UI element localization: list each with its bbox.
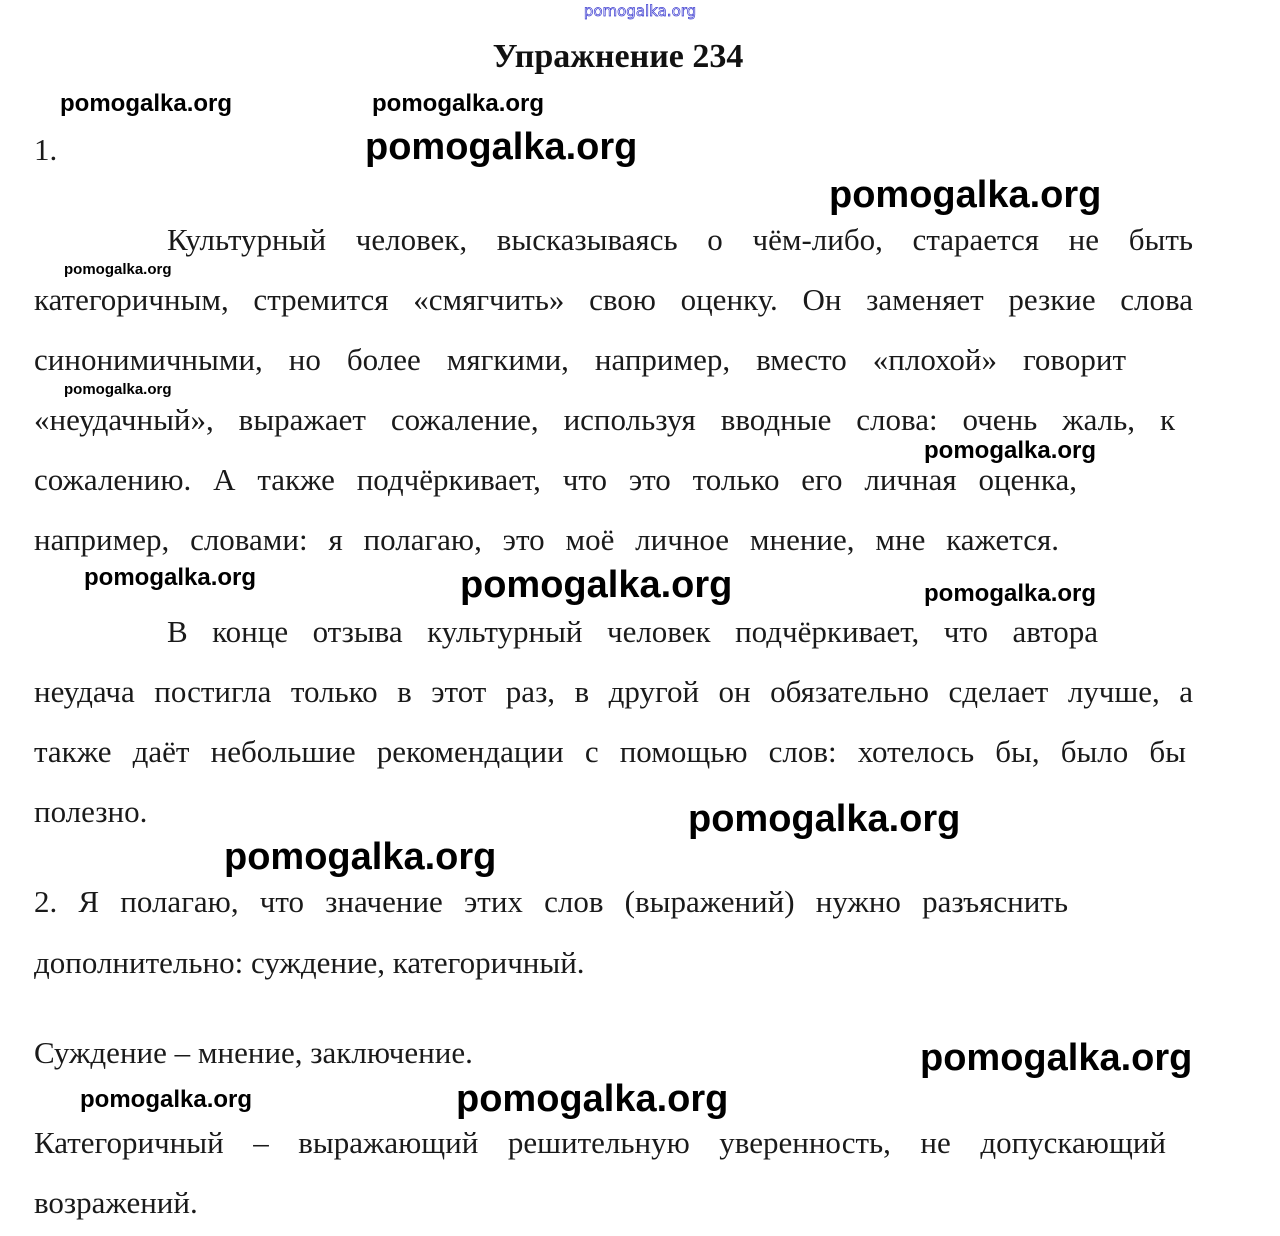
site-header-watermark: pomogalka.org (583, 2, 697, 20)
text-line: дополнительно: суждение, категоричный. (34, 945, 585, 980)
definition-judgement: Суждение – мнение, заключение. (34, 1035, 473, 1070)
watermark: pomogalka.org (829, 174, 1102, 216)
watermark: pomogalka.org (924, 437, 1097, 464)
watermark: pomogalka.org (365, 126, 638, 168)
watermark: pomogalka.org (224, 836, 497, 878)
text-line: также даёт небольшие рекомендации с помощью слов: хотелось бы, было бы (34, 734, 1186, 769)
text-line: синонимичными, но более мягкими, например, вместо «плохой» говорит (34, 342, 1126, 377)
definition-categorical: Категоричный – выражающий решительную уверенность, не допускающий (34, 1125, 1166, 1160)
text-line: возражений. (34, 1185, 198, 1220)
text-line: «неудачный», выражает сожаление, используя вводные слова: очень жаль, к (34, 402, 1175, 437)
text-line: В конце отзыва культурный человек подчёркивает, что автора (167, 614, 1098, 649)
watermark: pomogalka.org (924, 580, 1097, 607)
watermark: pomogalka.org (64, 381, 172, 398)
watermark: pomogalka.org (84, 564, 257, 591)
watermark: pomogalka.org (456, 1078, 729, 1120)
watermark: pomogalka.org (688, 798, 961, 840)
text-line: неудача постигла только в этот раз, в другой он обязательно сделает лучше, а (34, 674, 1193, 709)
watermark: pomogalka.org (60, 90, 233, 117)
watermark: pomogalka.org (920, 1037, 1193, 1079)
watermark: pomogalka.org (80, 1086, 253, 1113)
watermark: pomogalka.org (460, 564, 733, 606)
text-line: 2. Я полагаю, что значение этих слов (выражений) нужно разъяснить (34, 884, 1068, 919)
section-number: 1. (34, 132, 58, 167)
watermark: pomogalka.org (372, 90, 545, 117)
text-line: Культурный человек, высказываясь о чём-либо, старается не быть (167, 222, 1193, 257)
page-title: Упражнение 234 (492, 38, 744, 75)
text-line: категоричным, стремится «смягчить» свою оценку. Он заменяет резкие слова (34, 282, 1193, 317)
watermark: pomogalka.org (64, 261, 172, 278)
text-line: сожалению. А также подчёркивает, что это только его личная оценка, (34, 462, 1077, 497)
text-line: полезно. (34, 794, 148, 829)
text-line: например, словами: я полагаю, это моё личное мнение, мне кажется. (34, 522, 1059, 557)
